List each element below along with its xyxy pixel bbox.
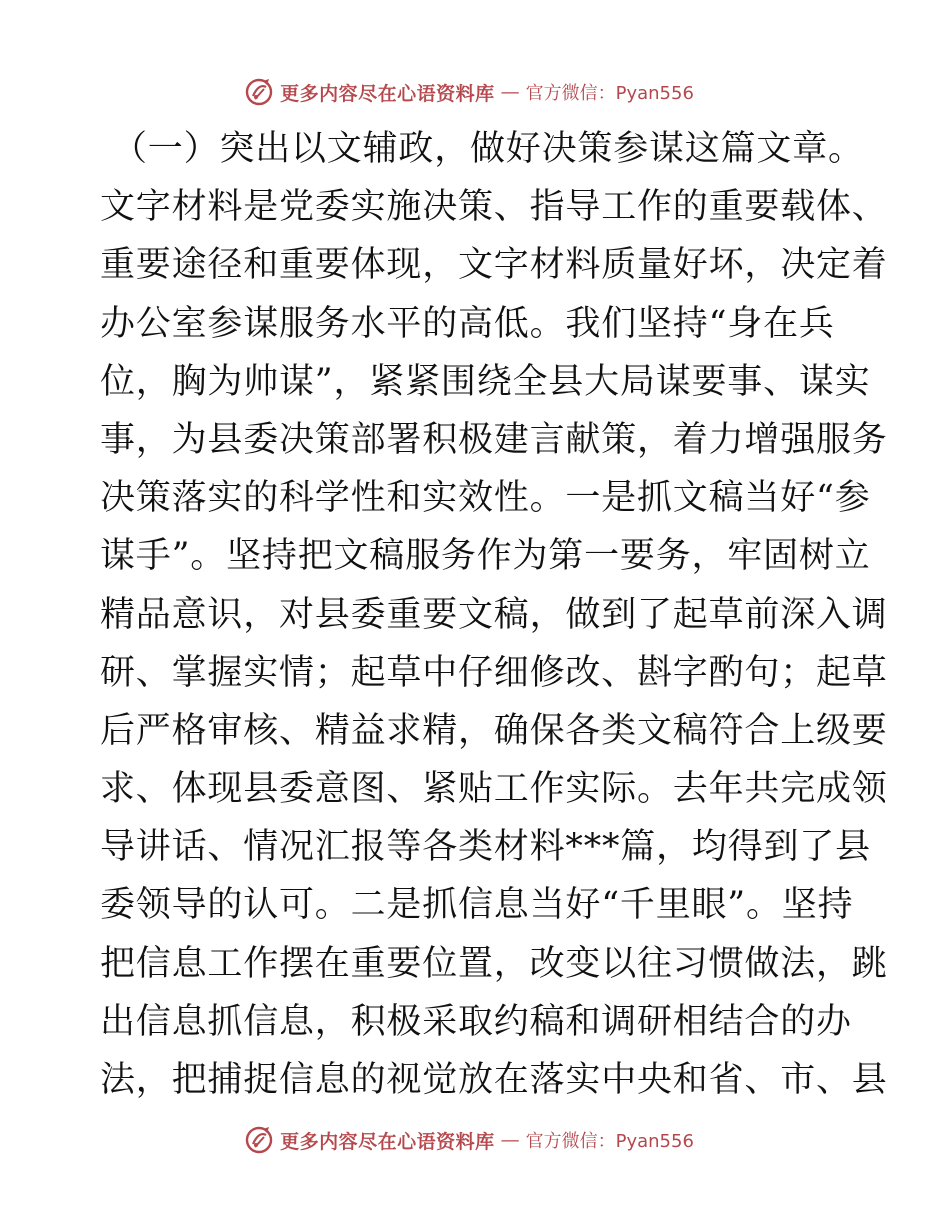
header-banner-dash: — bbox=[500, 81, 520, 103]
document-line: 后严格审核、精益求精，确保各类文稿符合上级要 bbox=[100, 710, 888, 751]
document-line: 把信息工作摆在重要位置，改变以往习惯做法，跳 bbox=[100, 943, 888, 984]
document-line: 位，胸为帅谋”，紧紧围绕全县大局谋要事、谋实 bbox=[100, 361, 871, 402]
header-banner-title: 更多内容尽在心语资料库 bbox=[280, 82, 495, 105]
document-line: 精品意识，对县委重要文稿，做到了起草前深入调 bbox=[100, 594, 888, 635]
document-line: 文字材料是党委实施决策、指导工作的重要载体、 bbox=[100, 187, 888, 228]
footer-banner-official: 官方微信：Pyan556 bbox=[525, 1131, 694, 1152]
document-line: 办公室参谋服务水平的高低。我们坚持“身在兵 bbox=[100, 303, 835, 344]
document-line: 事，为县委决策部署积极建言献策，着力增强服务 bbox=[100, 419, 888, 460]
header-banner-content bbox=[244, 77, 694, 107]
brand-logo-icon bbox=[244, 1125, 274, 1155]
header-banner bbox=[0, 72, 950, 112]
document-line: 委领导的认可。二是抓信息当好“千里眼”。坚持 bbox=[100, 885, 854, 926]
document-line: 导讲话、情况汇报等各类材料***篇，均得到了县 bbox=[100, 827, 871, 868]
footer-banner-title: 更多内容尽在心语资料库 bbox=[280, 1130, 495, 1153]
document-line: 重要途径和重要体现，文字材料质量好坏，决定着 bbox=[100, 245, 888, 286]
footer-banner-content bbox=[244, 1125, 694, 1155]
footer-banner bbox=[0, 1120, 950, 1160]
document-line: 法，把捕捉信息的视觉放在落实中央和省、市、县 bbox=[100, 1060, 888, 1100]
document-body bbox=[100, 120, 888, 1109]
footer-banner-dash: — bbox=[500, 1129, 520, 1151]
header-banner-official: 官方微信：Pyan556 bbox=[525, 83, 694, 104]
brand-logo-icon bbox=[244, 77, 274, 107]
document-line: （一）突出以文辅政，做好决策参谋这篇文章。 bbox=[112, 129, 864, 169]
document-line: 决策落实的科学性和实效性。一是抓文稿当好“参 bbox=[100, 478, 871, 519]
document-line: 出信息抓信息，积极采取约稿和调研相结合的办 bbox=[100, 1001, 852, 1042]
document-line: 研、掌握实情；起草中仔细修改、斟字酌句；起草 bbox=[100, 652, 888, 693]
document-line: 谋手”。坚持把文稿服务作为第一要务，牢固树立 bbox=[100, 536, 871, 577]
document-line: 求、体现县委意图、紧贴工作实际。去年共完成领 bbox=[100, 769, 888, 810]
